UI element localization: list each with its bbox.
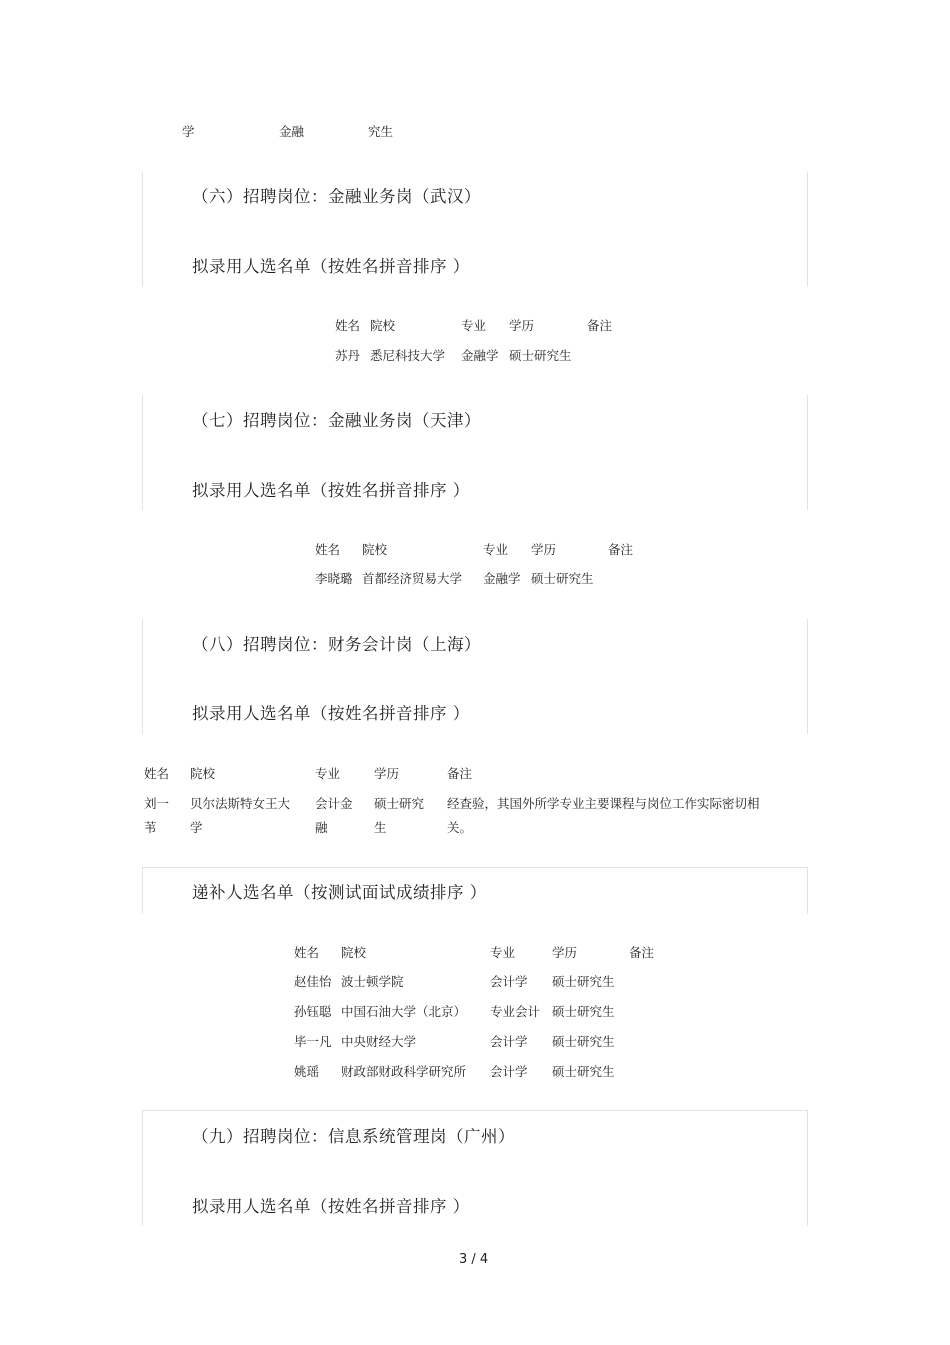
table-header: 院校 [341, 945, 367, 960]
table-header: 学历 [531, 542, 557, 557]
table-cell: 波士顿学院 [341, 974, 404, 989]
table-header: 专业 [315, 766, 341, 781]
section8-title: （八）招聘岗位：财务会计岗（上海） [192, 635, 481, 654]
table-header: 学历 [509, 318, 535, 333]
page-indicator: 3 / 4 [459, 1252, 489, 1267]
table-header: 备注 [447, 766, 473, 781]
section7-title: （七）招聘岗位：金融业务岗（天津） [192, 411, 481, 430]
table-header: 专业 [490, 945, 516, 960]
table-header: 学历 [552, 945, 578, 960]
fragment-cell-1: 学 [182, 124, 195, 139]
table-header: 姓名 [335, 318, 361, 333]
fragment-cell-2: 金融 [279, 124, 305, 139]
table-cell: 硕士研究生 [509, 348, 572, 363]
section9-title: （九）招聘岗位：信息系统管理岗（广州） [192, 1127, 515, 1146]
section8-alt-title: 递补人选名单（按测试面试成绩排序 ） [192, 883, 487, 902]
table-cell: 李晓璐 [315, 571, 353, 586]
section6-title: （六）招聘岗位：金融业务岗（武汉） [192, 187, 481, 206]
table-cell: 专业会计 [490, 1004, 541, 1019]
table-cell: 会计学 [490, 974, 528, 989]
table-cell-degree-line1: 硕士研究 [374, 796, 425, 811]
table-cell-school-line1: 贝尔法斯特女王大 [190, 796, 291, 811]
section9-list-title: 拟录用人选名单（按姓名拼音排序 ） [192, 1197, 470, 1216]
table-cell: 硕士研究生 [552, 974, 615, 989]
table-cell-name-line2: 苇 [144, 820, 157, 835]
table-header: 院校 [362, 542, 388, 557]
table-header: 学历 [374, 766, 400, 781]
table-cell: 孙钰聪 [294, 1004, 332, 1019]
table-header: 姓名 [144, 766, 170, 781]
table-cell-major-line2: 融 [315, 820, 328, 835]
table-cell: 财政部财政科学研究所 [341, 1064, 467, 1079]
table-cell: 悉尼科技大学 [370, 348, 446, 363]
table-cell: 硕士研究生 [552, 1034, 615, 1049]
table-cell: 硕士研究生 [552, 1004, 615, 1019]
table-cell: 金融学 [461, 348, 499, 363]
table-cell-name-line1: 刘一 [144, 796, 170, 811]
table-header: 备注 [629, 945, 655, 960]
table-cell: 金融学 [483, 571, 521, 586]
table-cell: 硕士研究生 [552, 1064, 615, 1079]
table-cell: 中国石油大学（北京） [341, 1004, 467, 1019]
table-cell-school-line2: 学 [190, 820, 203, 835]
table-cell: 赵佳怡 [294, 974, 332, 989]
table-header: 备注 [608, 542, 634, 557]
table-cell: 会计学 [490, 1034, 528, 1049]
table-cell: 姚瑶 [294, 1064, 320, 1079]
table-header: 专业 [461, 318, 487, 333]
table-header: 院校 [370, 318, 396, 333]
fragment-cell-3: 究生 [368, 124, 394, 139]
table-cell: 中央财经大学 [341, 1034, 417, 1049]
table-cell: 首都经济贸易大学 [362, 571, 463, 586]
table-header: 备注 [587, 318, 613, 333]
table-cell-degree-line2: 生 [374, 820, 387, 835]
table-cell-note-line2: 关。 [447, 820, 473, 835]
table-cell: 会计学 [490, 1064, 528, 1079]
table-cell-note-line1: 经查验，其国外所学专业主要课程与岗位工作实际密切相 [447, 796, 760, 811]
table-header: 姓名 [315, 542, 341, 557]
table-cell-major-line1: 会计金 [315, 796, 353, 811]
table-cell: 苏丹 [335, 348, 361, 363]
section7-list-title: 拟录用人选名单（按姓名拼音排序 ） [192, 481, 470, 500]
section6-list-title: 拟录用人选名单（按姓名拼音排序 ） [192, 257, 470, 276]
table-header: 院校 [190, 766, 216, 781]
table-cell: 毕一凡 [294, 1034, 332, 1049]
section8-list-title: 拟录用人选名单（按姓名拼音排序 ） [192, 704, 470, 723]
table-header: 专业 [483, 542, 509, 557]
table-cell: 硕士研究生 [531, 571, 594, 586]
table-header: 姓名 [294, 945, 320, 960]
